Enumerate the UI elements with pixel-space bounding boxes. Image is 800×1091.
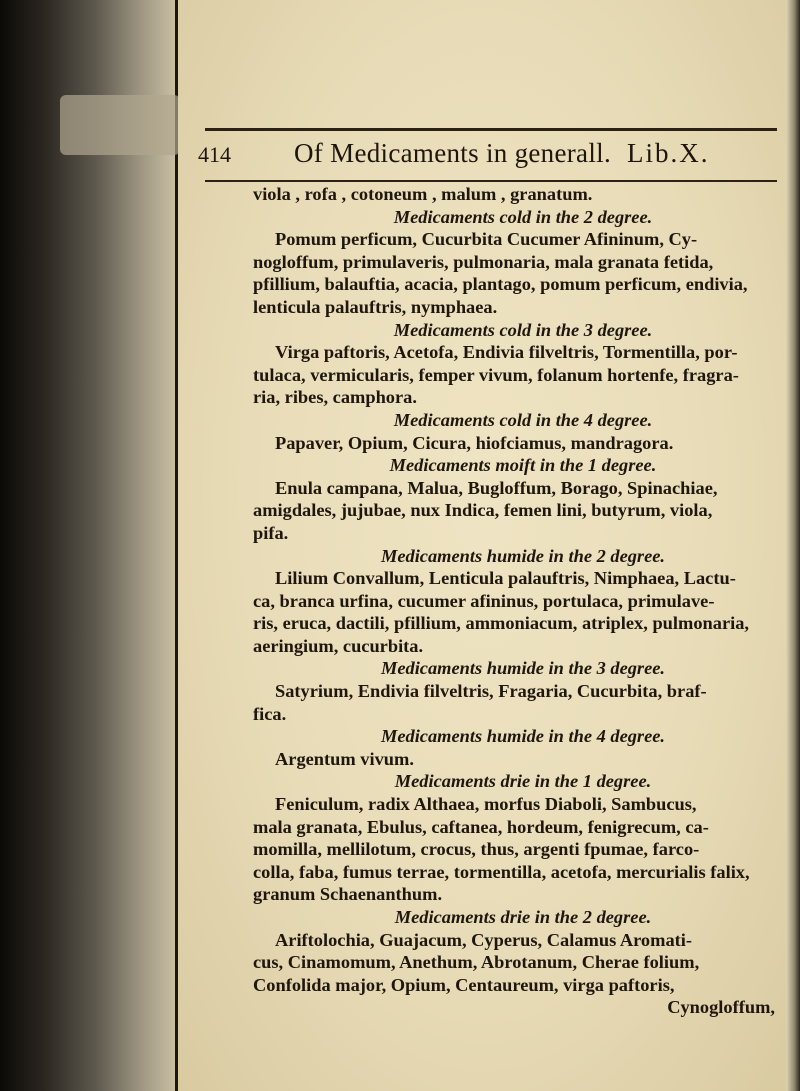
text-line: aeringium, cucurbita. — [253, 635, 424, 656]
section-heading: Medicaments drie in the 2 degree. — [394, 907, 652, 927]
section-heading: Medicaments humide in the 4 degree. — [380, 726, 666, 747]
text-line: pfillium, balauftia, acacia, plantago, pomum perficum, endivia, — [253, 274, 748, 295]
header-rule — [205, 180, 777, 182]
body-text — [253, 183, 779, 1019]
text-line: Satyrium, Endivia filveltris, Fragaria, Cucurbita, braf- — [275, 681, 707, 702]
text-line: Cynogloffum, — [667, 997, 775, 1018]
text-line: Virga paftoris, Acetofa, Endivia filveltris, Tormentilla, por- — [275, 342, 738, 363]
text-line: pifa. — [253, 522, 289, 543]
page-number: 414 — [198, 142, 231, 167]
text-line: cus, Cinamomum, Anethum, Abrotanum, Cherae folium, — [253, 952, 700, 973]
section-heading: Medicaments humide in the 2 degree. — [380, 545, 666, 566]
section-heading: Medicaments cold in the 4 degree. — [393, 409, 653, 430]
top-rule — [205, 128, 777, 131]
binding-shadow — [60, 95, 180, 155]
section-heading: Medicaments cold in the 2 degree. — [393, 206, 653, 227]
text-line: viola , rofa , cotoneum , malum , granatum. — [253, 184, 593, 204]
section-heading: Medicaments cold in the 3 degree. — [393, 319, 653, 340]
page-header — [196, 138, 790, 178]
text-line: Papaver, Opium, Cicura, hiofciamus, mandragora. — [275, 432, 674, 453]
text-line: ris, eruca, dactili, pfillium, ammoniacum, atriplex, pulmonaria, — [253, 613, 750, 634]
text-line: amigdales, jujubae, nux Indica, femen lini, butyrum, viola, — [253, 500, 713, 521]
text-line: Enula campana, Malua, Bugloffum, Borago, Spinachiae, — [275, 477, 718, 498]
text-line: Argentum vivum. — [275, 748, 414, 769]
text-line: Lilium Convallum, Lenticula palauftris, Nimphaea, Lactu- — [275, 568, 736, 589]
book-label: Lib.X. — [627, 138, 710, 168]
text-line: tulaca, vermicularis, femper vivum, folanum hortenfe, fragra- — [253, 364, 739, 385]
text-line: ria, ribes, camphora. — [253, 387, 417, 408]
text-line: fica. — [253, 703, 287, 724]
section-heading: Medicaments humide in the 3 degree. — [380, 658, 666, 679]
text-line: Confolida major, Opium, Centaureum, virga paftoris, — [253, 974, 675, 995]
text-line: colla, faba, fumus terrae, tormentilla, acetofa, mercurialis falix, — [253, 861, 750, 882]
text-line: Pomum perficum, Cucurbita Cucumer Afininum, Cy- — [275, 229, 698, 250]
text-line: lenticula palauftris, nymphaea. — [253, 296, 498, 317]
text-line: momilla, mellilotum, crocus, thus, argenti fpumae, farco- — [253, 839, 700, 860]
section-heading: Medicaments drie in the 1 degree. — [394, 771, 652, 792]
text-line: granum Schaenanthum. — [253, 884, 443, 905]
text-line: nogloffum, primulaveris, pulmonaria, mala granata fetida, — [253, 251, 714, 272]
text-line: mala granata, Ebulus, caftanea, hordeum, fenigrecum, ca- — [253, 816, 709, 837]
text-line: Feniculum, radix Althaea, morfus Diaboli, Sambucus, — [275, 794, 697, 815]
text-line: Ariftolochia, Guajacum, Cyperus, Calamus Aromati- — [275, 929, 693, 950]
text-line: ca, branca urfina, cucumer afininus, portulaca, primulave- — [253, 590, 715, 611]
section-heading: Medicaments moift in the 1 degree. — [389, 455, 657, 476]
running-title: Of Medicaments in generall. — [294, 138, 611, 168]
book-gutter — [0, 0, 175, 1091]
